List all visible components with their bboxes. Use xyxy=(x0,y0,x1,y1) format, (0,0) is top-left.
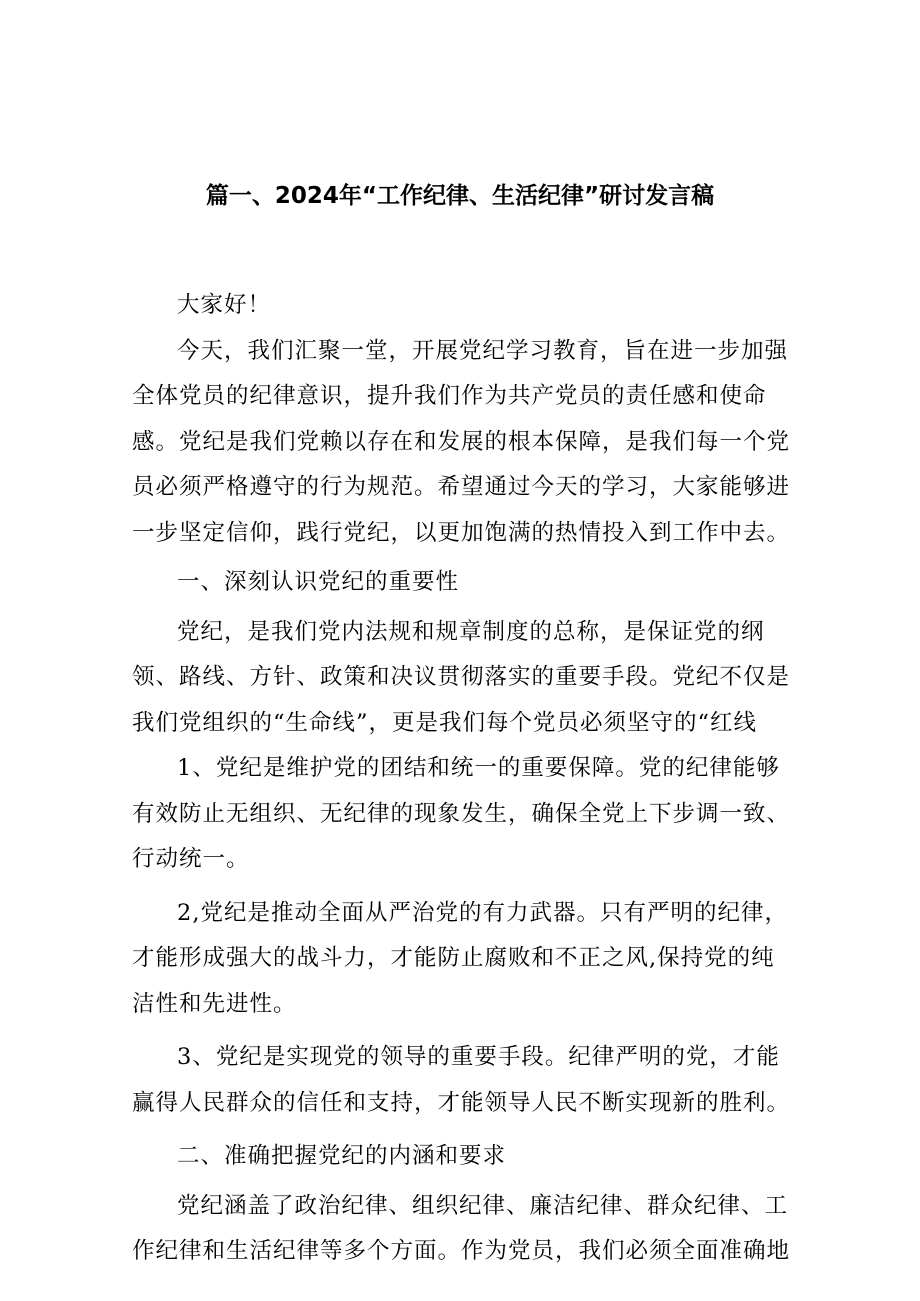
intro-paragraph: 今天，我们汇聚一堂，开展党纪学习教育，旨在进一步加强全体党员的纪律意识，提升我们作为共产党员的责任感和使命感。党纪是我们党赖以存在和发展的根本保障，是我们每一个党员必须严格遵守的行为规范。希望通过今天的学习，大家能够进一步坚定信仰，践行党纪，以更加饱满的热情投入到工作中去。 xyxy=(132,337,791,546)
list-item-3: 3、党纪是实现党的领导的重要手段。纪律严明的党，才能赢得人民群众的信任和支持，才能领导人民不断实现新的胜利。 xyxy=(132,1044,791,1116)
document-title: 篇一、2024年“工作纪律、生活纪律”研讨发言稿 xyxy=(205,183,715,209)
section-heading-1: 一、深刻认识党纪的重要性 xyxy=(177,569,460,595)
section-heading-2: 二、准确把握党纪的内涵和要求 xyxy=(177,1143,507,1169)
section-1-paragraph: 党纪，是我们党内法规和规章制度的总称，是保证党的纲领、路线、方针、政策和决议贯彻落实的重要手段。党纪不仅是我们党组织的“生命线”，更是我们每个党员必须坚守的“红线 xyxy=(132,618,791,736)
list-item-2: 2,党纪是推动全面从严治党的有力武器。只有严明的纪律，才能形成强大的战斗力，才能防止腐败和不正之风,保持党的纯洁性和先进性。 xyxy=(132,899,788,1017)
list-item-1: 1、党纪是维护党的团结和统一的重要保障。党的纪律能够有效防止无组织、无纪律的现象发生，确保全党上下步调一致、行动统一。 xyxy=(132,755,791,872)
section-2-paragraph: 党纪涵盖了政治纪律、组织纪律、廉洁纪律、群众纪律、工作纪律和生活纪律等多个方面。作为党员，我们必须全面准确地 xyxy=(132,1192,791,1264)
document-body xyxy=(132,283,792,1275)
greeting-paragraph: 大家好！ xyxy=(177,292,272,318)
